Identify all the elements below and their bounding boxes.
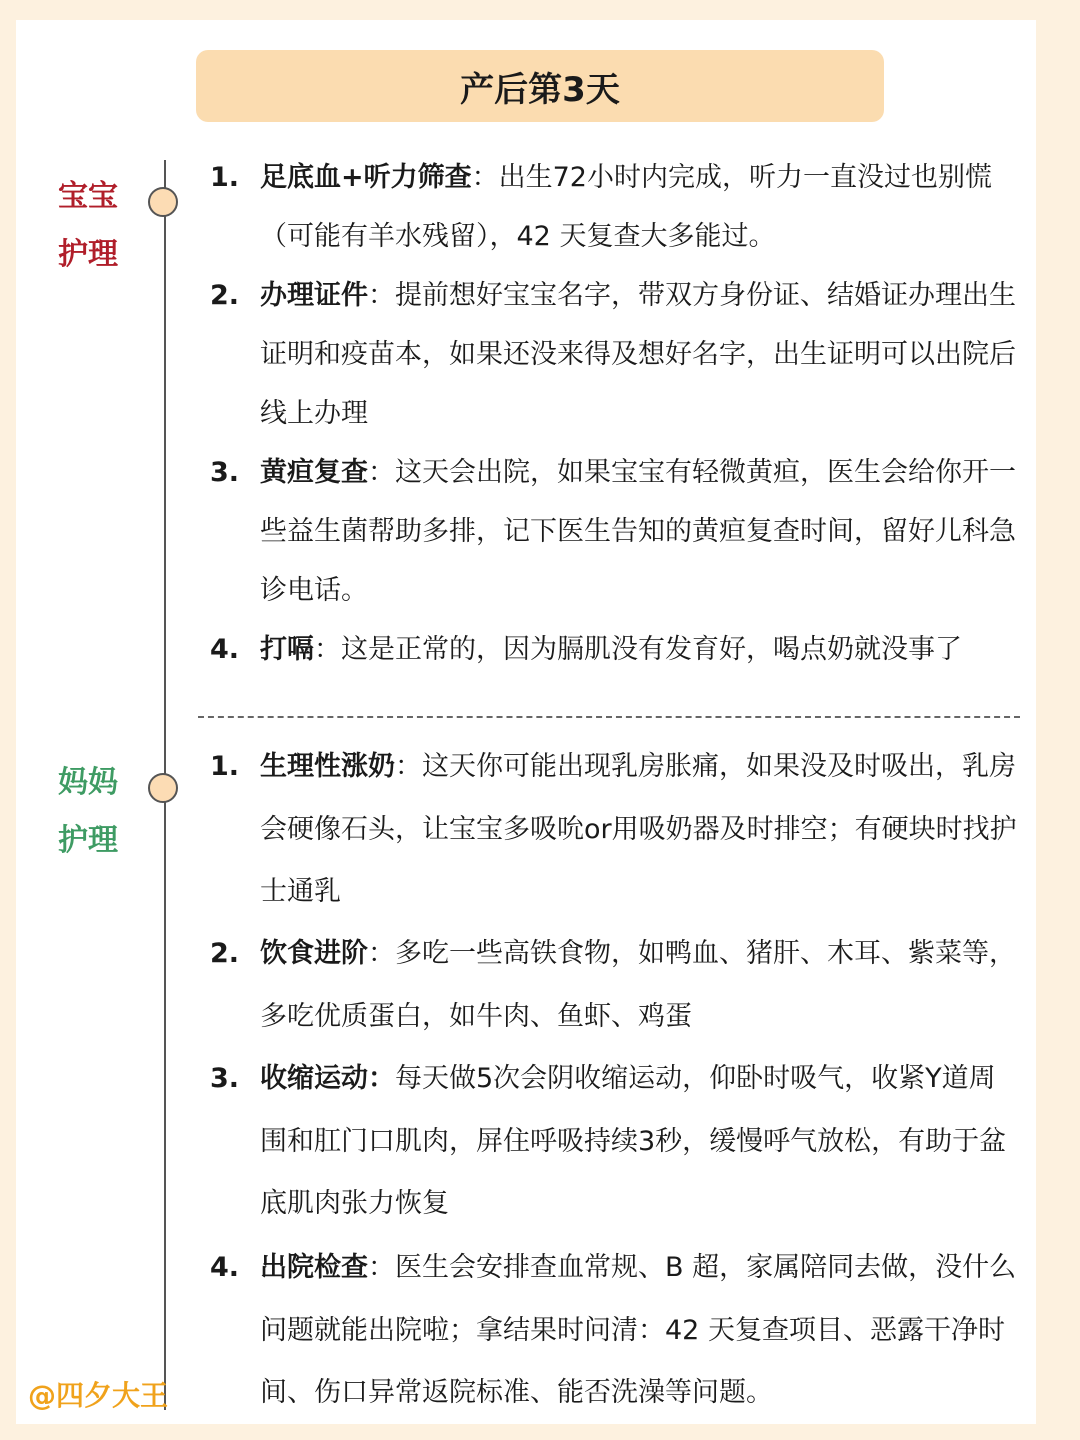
item-text: ：这是正常的，因为膈肌没有发育好，喝点奶就没事了 (314, 634, 962, 665)
item-keyword: 出院检查 (260, 1252, 368, 1283)
section-label-line: 护理 (58, 823, 118, 858)
item-keyword: 饮食进阶 (260, 938, 368, 969)
item-number: 4. (210, 634, 240, 665)
list-item (210, 736, 1020, 924)
item-number: 2. (210, 938, 240, 969)
item-text: ：多吃一些高铁食物，如鸭血、猪肝、木耳、紫菜等，多吃优质蛋白，如牛肉、鱼虾、鸡蛋 (260, 938, 1016, 1032)
list-item (210, 266, 1020, 443)
item-number: 1. (210, 162, 240, 193)
item-number: 2. (210, 280, 240, 311)
section-divider (198, 716, 1020, 718)
list-item (210, 620, 1020, 679)
item-keyword: 打嗝 (260, 634, 314, 665)
item-number: 1. (210, 751, 240, 782)
section-label-line: 宝宝 (58, 179, 118, 214)
list-item (210, 1048, 1020, 1236)
author-watermark: @四夕大王 (28, 1379, 169, 1412)
item-text: ：这天会出院，如果宝宝有轻微黄疸，医生会给你开一些益生菌帮助多排，记下医生告知的黄疸复查时间，留好儿科急诊电话。 (260, 457, 1016, 606)
timeline-node-mom (148, 773, 178, 803)
item-text: ：医生会安排查血常规、B 超，家属陪同去做，没什么问题就能出院啦；拿结果时问清：42 天复查项目、恶露干净时间、伤口异常返院标准、能否洗澡等问题。 (260, 1252, 1017, 1408)
item-keyword: 生理性涨奶 (260, 751, 395, 782)
section-label-mom (58, 754, 134, 870)
section-label-baby (58, 168, 134, 284)
item-keyword: 办理证件 (260, 280, 368, 311)
item-text: 每天做5次会阴收缩运动，仰卧时吸气，收紧Y道周围和肛门口肌肉，屏住呼吸持续3秒，缓慢呼气放松，有助于盆底肌肉张力恢复 (260, 1063, 1007, 1219)
list-item (210, 1237, 1020, 1425)
item-keyword: 收缩运动： (260, 1063, 395, 1094)
page-title: 产后第3天 (196, 50, 884, 122)
list-item (210, 443, 1020, 620)
item-text: ：提前想好宝宝名字，带双方身份证、结婚证办理出生证明和疫苗本，如果还没来得及想好名字，出生证明可以出院后线上办理 (260, 280, 1016, 429)
item-number: 3. (210, 1063, 240, 1094)
list-item (210, 148, 1020, 266)
item-text: ：出生72小时内完成，听力一直没过也别慌（可能有羊水残留），42 天复查大多能过。 (260, 162, 992, 252)
section-label-line: 护理 (58, 237, 118, 272)
list-item (210, 923, 1020, 1048)
timeline-node-baby (148, 187, 178, 217)
item-keyword: 足底血+听力筛查 (260, 162, 472, 193)
section-label-line: 妈妈 (58, 765, 118, 800)
item-keyword: 黄疸复查 (260, 457, 368, 488)
item-text: ：这天你可能出现乳房胀痛，如果没及时吸出，乳房会硬像石头，让宝宝多吸吮or用吸奶器及时排空；有硬块时找护士通乳 (260, 751, 1017, 907)
item-number: 4. (210, 1252, 240, 1283)
item-number: 3. (210, 457, 240, 488)
